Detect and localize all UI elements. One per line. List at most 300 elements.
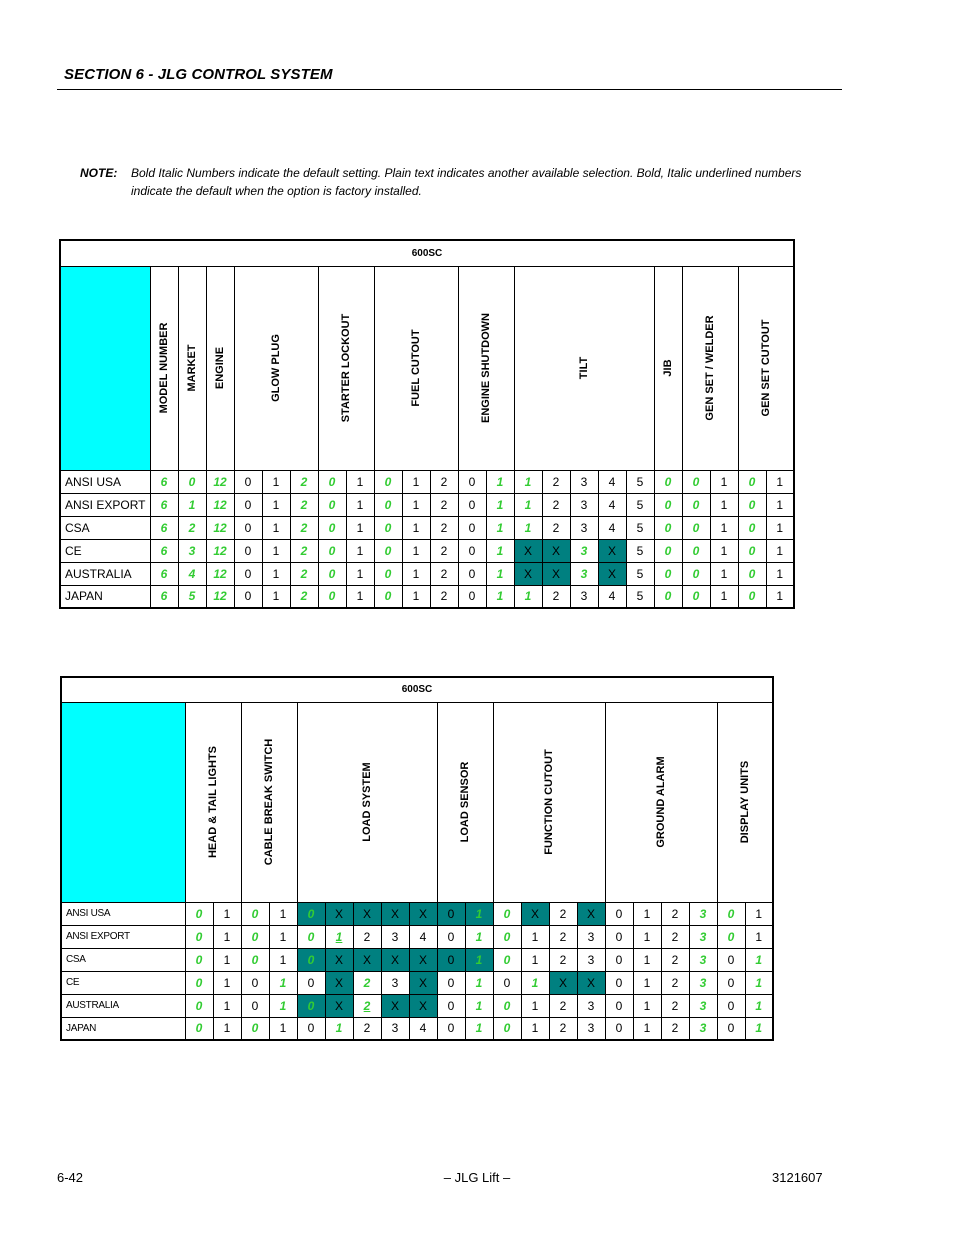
table-cell: 1 xyxy=(710,585,738,608)
table-cell: 1 xyxy=(766,562,794,585)
table-cell: 5 xyxy=(626,539,654,562)
table-cell: 1 xyxy=(745,902,773,925)
table-cell: 0 xyxy=(458,493,486,516)
table-cell: 0 xyxy=(297,902,325,925)
table-cell: 0 xyxy=(437,971,465,994)
table-cell: 0 xyxy=(458,585,486,608)
table-cell: 0 xyxy=(318,585,346,608)
table-cell: 0 xyxy=(458,516,486,539)
column-header xyxy=(654,266,682,470)
table-cell: 0 xyxy=(241,902,269,925)
table-cell: 0 xyxy=(374,470,402,493)
table-cell: 6 xyxy=(150,470,178,493)
table-cell: 1 xyxy=(269,902,297,925)
table-caption: 600SC xyxy=(61,677,773,702)
table-cell: 3 xyxy=(577,1017,605,1040)
table-cell: 0 xyxy=(738,493,766,516)
table-cell: 1 xyxy=(269,971,297,994)
table-cell: 0 xyxy=(493,971,521,994)
table-cell: X xyxy=(381,994,409,1017)
table-cell: X xyxy=(381,948,409,971)
table-cell: 2 xyxy=(549,1017,577,1040)
column-header-label: FUEL CUTOUT xyxy=(410,329,422,407)
table-row xyxy=(61,994,773,1017)
column-header xyxy=(458,266,514,470)
table-cell: 0 xyxy=(437,948,465,971)
table-cell: 0 xyxy=(234,516,262,539)
table-cell: 1 xyxy=(766,493,794,516)
table-cell: 3 xyxy=(381,925,409,948)
table-cell: 1 xyxy=(213,948,241,971)
table-cell: 1 xyxy=(633,925,661,948)
table-cell: 2 xyxy=(549,994,577,1017)
table-cell: 12 xyxy=(206,562,234,585)
page-number: 6-42 xyxy=(57,1170,84,1185)
column-header xyxy=(514,266,654,470)
table-cell: 1 xyxy=(766,585,794,608)
table-cell: 2 xyxy=(353,925,381,948)
table-cell: 1 xyxy=(465,902,493,925)
table-cell: X xyxy=(325,902,353,925)
table-cell: 3 xyxy=(381,971,409,994)
table-cell: 0 xyxy=(185,1017,213,1040)
table-cell: 0 xyxy=(493,994,521,1017)
table-cell: 0 xyxy=(458,539,486,562)
table-cell: 1 xyxy=(325,925,353,948)
table-cell: 0 xyxy=(682,516,710,539)
column-header-label: LOAD SENSOR xyxy=(459,761,471,843)
table-cell: 1 xyxy=(745,948,773,971)
row-label: ANSI EXPORT xyxy=(61,925,185,948)
table-cell: 3 xyxy=(577,925,605,948)
column-header xyxy=(234,266,318,470)
column-header-label: GLOW PLUG xyxy=(270,334,282,402)
table-cell: 4 xyxy=(178,562,206,585)
table-cell: 2 xyxy=(178,516,206,539)
table-cell: 2 xyxy=(542,516,570,539)
table-cell: 0 xyxy=(297,1017,325,1040)
table-cell: 1 xyxy=(633,994,661,1017)
table-row xyxy=(61,902,773,925)
table-cell: 3 xyxy=(689,948,717,971)
table-cell: 1 xyxy=(346,493,374,516)
table-cell: 0 xyxy=(318,539,346,562)
table-cell: 1 xyxy=(521,971,549,994)
table-cell: 1 xyxy=(710,470,738,493)
column-header-label: GEN SET CUTOUT xyxy=(759,319,772,417)
table-cell: 0 xyxy=(717,902,745,925)
table-cell: 0 xyxy=(185,948,213,971)
column-header xyxy=(297,702,437,902)
table-cell: 0 xyxy=(493,948,521,971)
table-cell: 3 xyxy=(570,493,598,516)
table-cell: 4 xyxy=(409,925,437,948)
table-cell: 1 xyxy=(766,516,794,539)
table-caption: 600SC xyxy=(60,240,794,266)
table-cell: 1 xyxy=(633,971,661,994)
table-cell: 1 xyxy=(213,925,241,948)
table-cell: X xyxy=(598,562,626,585)
table-cell: X xyxy=(325,948,353,971)
table-cell: 3 xyxy=(570,539,598,562)
table-row xyxy=(61,1017,773,1040)
table-cell: X xyxy=(542,562,570,585)
table-row xyxy=(60,585,794,608)
table-cell: 0 xyxy=(654,562,682,585)
column-header-label: TILT xyxy=(578,356,590,380)
table-cell: 0 xyxy=(493,902,521,925)
table-cell: 0 xyxy=(605,902,633,925)
table-cell: 0 xyxy=(717,948,745,971)
table-cell: 0 xyxy=(682,585,710,608)
row-label: CSA xyxy=(60,516,150,539)
table-cell: 2 xyxy=(290,516,318,539)
table-cell: 1 xyxy=(521,994,549,1017)
row-label: JAPAN xyxy=(60,585,150,608)
table-cell: X xyxy=(549,971,577,994)
table-cell: 1 xyxy=(514,493,542,516)
column-header xyxy=(374,266,458,470)
table-cell: 0 xyxy=(738,516,766,539)
table-cell: 1 xyxy=(710,493,738,516)
table-cell: 4 xyxy=(409,1017,437,1040)
table-cell: 1 xyxy=(514,470,542,493)
table-cell: 0 xyxy=(605,971,633,994)
table-cell: 2 xyxy=(661,948,689,971)
table-cell: 0 xyxy=(682,470,710,493)
table-cell: 0 xyxy=(185,925,213,948)
table-cell: 3 xyxy=(381,1017,409,1040)
table-cell: 0 xyxy=(318,562,346,585)
table-cell: 1 xyxy=(262,539,290,562)
table-cell: 1 xyxy=(633,1017,661,1040)
table-cell: X xyxy=(514,562,542,585)
table-cell: 3 xyxy=(577,948,605,971)
table-cell: 2 xyxy=(661,994,689,1017)
table-cell: 0 xyxy=(437,902,465,925)
table-cell: 1 xyxy=(269,925,297,948)
table-cell: 2 xyxy=(549,925,577,948)
table-cell: 2 xyxy=(430,539,458,562)
table-cell: 2 xyxy=(542,585,570,608)
table-cell: 0 xyxy=(682,539,710,562)
table-cell: 1 xyxy=(346,562,374,585)
table-cell: 1 xyxy=(486,516,514,539)
table-cell: 0 xyxy=(234,470,262,493)
row-label: ANSI EXPORT xyxy=(60,493,150,516)
table-cell: 1 xyxy=(346,516,374,539)
table-cell: 1 xyxy=(346,585,374,608)
table-cell: 0 xyxy=(241,925,269,948)
table-cell: 1 xyxy=(262,562,290,585)
table-cell: 5 xyxy=(178,585,206,608)
table-cell: 6 xyxy=(150,585,178,608)
header-corner xyxy=(60,266,150,470)
table-cell: X xyxy=(514,539,542,562)
table-cell: 2 xyxy=(430,470,458,493)
table-cell: X xyxy=(381,902,409,925)
table-cell: 1 xyxy=(213,971,241,994)
table-cell: 0 xyxy=(297,948,325,971)
table-cell: 12 xyxy=(206,585,234,608)
table-cell: 1 xyxy=(745,1017,773,1040)
table-cell: 2 xyxy=(661,971,689,994)
table-cell: 0 xyxy=(318,470,346,493)
table-cell: 0 xyxy=(717,925,745,948)
table-cell: 0 xyxy=(234,585,262,608)
table-cell: 0 xyxy=(374,562,402,585)
table-cell: 0 xyxy=(605,994,633,1017)
table-cell: 4 xyxy=(598,516,626,539)
table-cell: 1 xyxy=(465,948,493,971)
table-cell: 0 xyxy=(297,925,325,948)
note-label: NOTE: xyxy=(80,166,118,180)
document-number: 3121607 xyxy=(772,1170,823,1185)
table-cell: 1 xyxy=(514,516,542,539)
table-cell: 1 xyxy=(213,994,241,1017)
column-header xyxy=(605,702,717,902)
table-cell: X xyxy=(325,994,353,1017)
table-cell: 1 xyxy=(633,902,661,925)
table-cell: 12 xyxy=(206,470,234,493)
table-cell: 0 xyxy=(241,1017,269,1040)
column-header-label: HEAD & TAIL LIGHTS xyxy=(207,745,219,859)
column-header xyxy=(178,266,206,470)
table-cell: 2 xyxy=(549,948,577,971)
table-cell: 1 xyxy=(486,539,514,562)
column-header-label: DISPLAY UNITS xyxy=(738,760,751,844)
column-header-label: MODEL NUMBER xyxy=(158,322,170,414)
table-cell: 0 xyxy=(738,470,766,493)
table-cell: X xyxy=(521,902,549,925)
table-cell: 1 xyxy=(766,470,794,493)
table-cell: 0 xyxy=(717,1017,745,1040)
table-cell: 0 xyxy=(654,470,682,493)
table-cell: 1 xyxy=(269,994,297,1017)
table-cell: 2 xyxy=(542,493,570,516)
row-label: CSA xyxy=(61,948,185,971)
table-cell: 0 xyxy=(234,539,262,562)
table-cell: 0 xyxy=(717,994,745,1017)
table-cell: X xyxy=(542,539,570,562)
column-header xyxy=(206,266,234,470)
table-cell: 5 xyxy=(626,585,654,608)
table-cell: 1 xyxy=(346,470,374,493)
table-cell: 5 xyxy=(626,470,654,493)
column-header xyxy=(318,266,374,470)
table-cell: 0 xyxy=(654,539,682,562)
table-cell: X xyxy=(577,971,605,994)
row-label: ANSI USA xyxy=(61,902,185,925)
table-cell: 0 xyxy=(241,948,269,971)
table-cell: 2 xyxy=(290,470,318,493)
table-cell: 1 xyxy=(745,971,773,994)
table-row xyxy=(61,948,773,971)
column-header xyxy=(185,702,241,902)
column-header xyxy=(717,702,773,902)
note-text: Bold Italic Numbers indicate the default setting. Plain text indicates another available selection. Bold, Italic underlined numbers indicate the default when the option is factory installed. xyxy=(131,166,802,198)
table-cell: 0 xyxy=(458,562,486,585)
table-cell: 3 xyxy=(570,470,598,493)
table-cell: 2 xyxy=(290,493,318,516)
table-cell: 1 xyxy=(213,902,241,925)
table-cell: 0 xyxy=(437,925,465,948)
option-table-2 xyxy=(60,676,774,1041)
section-title: SECTION 6 - JLG CONTROL SYSTEM xyxy=(64,66,333,83)
table-cell: 0 xyxy=(185,971,213,994)
table-cell: 1 xyxy=(710,562,738,585)
table-cell: 1 xyxy=(486,562,514,585)
table-cell: 1 xyxy=(262,470,290,493)
table-cell: 2 xyxy=(290,585,318,608)
table-row xyxy=(60,493,794,516)
table-cell: 0 xyxy=(437,1017,465,1040)
table-cell: X xyxy=(325,971,353,994)
column-header xyxy=(738,266,794,470)
table-cell: 2 xyxy=(430,585,458,608)
table-cell: 1 xyxy=(346,539,374,562)
table-row xyxy=(60,470,794,493)
table-cell: 3 xyxy=(577,994,605,1017)
table-cell: 1 xyxy=(465,925,493,948)
table-cell: 5 xyxy=(626,493,654,516)
table-cell: 0 xyxy=(318,516,346,539)
table-cell: 2 xyxy=(290,539,318,562)
table-cell: 0 xyxy=(185,994,213,1017)
table-cell: 1 xyxy=(486,585,514,608)
column-header-label: FUNCTION CUTOUT xyxy=(543,749,555,855)
table-row xyxy=(60,539,794,562)
table-cell: 12 xyxy=(206,493,234,516)
table-cell: 1 xyxy=(269,1017,297,1040)
table-cell: 1 xyxy=(710,539,738,562)
column-header-label: ENGINE SHUTDOWN xyxy=(480,313,492,423)
table-cell: 2 xyxy=(353,1017,381,1040)
table-cell: 1 xyxy=(402,493,430,516)
header-corner xyxy=(61,702,185,902)
table-row xyxy=(61,971,773,994)
table-cell: 1 xyxy=(486,493,514,516)
table-cell: 1 xyxy=(521,948,549,971)
table-cell: 0 xyxy=(717,971,745,994)
header-rule xyxy=(57,89,842,90)
table-cell: 3 xyxy=(689,1017,717,1040)
table-cell: 0 xyxy=(374,585,402,608)
table-cell: 1 xyxy=(486,470,514,493)
table-cell: 1 xyxy=(766,539,794,562)
row-label: CE xyxy=(61,971,185,994)
table-cell: 1 xyxy=(465,1017,493,1040)
table-cell: 0 xyxy=(458,470,486,493)
table-cell: 0 xyxy=(605,948,633,971)
column-header-label: GROUND ALARM xyxy=(655,756,667,848)
table-cell: 12 xyxy=(206,539,234,562)
table-cell: 3 xyxy=(689,902,717,925)
table-cell: 0 xyxy=(178,470,206,493)
column-header-label: GEN SET / WELDER xyxy=(704,315,716,421)
column-header xyxy=(241,702,297,902)
row-label: AUSTRALIA xyxy=(61,994,185,1017)
table-cell: 2 xyxy=(661,1017,689,1040)
table-cell: X xyxy=(577,902,605,925)
table-cell: 0 xyxy=(738,562,766,585)
table-cell: 1 xyxy=(178,493,206,516)
table-cell: 1 xyxy=(402,516,430,539)
table-cell: 1 xyxy=(402,539,430,562)
table-cell: 2 xyxy=(430,493,458,516)
table-cell: 3 xyxy=(689,971,717,994)
table-cell: 6 xyxy=(150,562,178,585)
table-cell: 1 xyxy=(402,470,430,493)
table-cell: 1 xyxy=(213,1017,241,1040)
table-cell: 1 xyxy=(402,562,430,585)
table-cell: 4 xyxy=(598,470,626,493)
table-cell: 1 xyxy=(465,971,493,994)
table-cell: 0 xyxy=(493,1017,521,1040)
table-row xyxy=(61,925,773,948)
table-cell: 0 xyxy=(437,994,465,1017)
row-label: JAPAN xyxy=(61,1017,185,1040)
table-cell: 0 xyxy=(374,516,402,539)
table-cell: 1 xyxy=(745,994,773,1017)
table-cell: 2 xyxy=(430,562,458,585)
table-cell: 0 xyxy=(605,925,633,948)
table-cell: 2 xyxy=(290,562,318,585)
column-header-label: MARKET xyxy=(186,344,198,392)
table-cell: 6 xyxy=(150,516,178,539)
table-cell: 1 xyxy=(521,1017,549,1040)
footer-publisher: – JLG Lift – xyxy=(443,1170,511,1185)
table-cell: 3 xyxy=(689,994,717,1017)
table-cell: 2 xyxy=(353,994,381,1017)
row-label: CE xyxy=(60,539,150,562)
table-cell: 0 xyxy=(654,493,682,516)
table-cell: 0 xyxy=(297,971,325,994)
table-cell: 4 xyxy=(598,585,626,608)
column-header xyxy=(150,266,178,470)
table-cell: 1 xyxy=(633,948,661,971)
table-cell: 3 xyxy=(570,585,598,608)
table-cell: 2 xyxy=(353,971,381,994)
column-header-label: STARTER LOCKOUT xyxy=(340,313,352,423)
table-cell: X xyxy=(409,971,437,994)
table-cell: X xyxy=(598,539,626,562)
table-cell: 3 xyxy=(570,516,598,539)
table-cell: 3 xyxy=(178,539,206,562)
table-cell: 4 xyxy=(598,493,626,516)
table-cell: 1 xyxy=(262,585,290,608)
table-cell: 2 xyxy=(430,516,458,539)
table-cell: 0 xyxy=(654,516,682,539)
table-cell: 0 xyxy=(654,585,682,608)
table-cell: 3 xyxy=(570,562,598,585)
table-cell: 1 xyxy=(325,1017,353,1040)
column-header-label: LOAD SYSTEM xyxy=(361,762,373,842)
table-cell: X xyxy=(409,902,437,925)
table-cell: X xyxy=(409,994,437,1017)
table-cell: 2 xyxy=(661,925,689,948)
table-cell: 0 xyxy=(682,562,710,585)
table-cell: 0 xyxy=(234,562,262,585)
table-cell: 0 xyxy=(318,493,346,516)
table-cell: 0 xyxy=(241,994,269,1017)
table-row xyxy=(60,562,794,585)
table-cell: 0 xyxy=(241,971,269,994)
table-cell: 1 xyxy=(269,948,297,971)
table-cell: X xyxy=(353,948,381,971)
table-cell: 1 xyxy=(262,493,290,516)
row-label: ANSI USA xyxy=(60,470,150,493)
